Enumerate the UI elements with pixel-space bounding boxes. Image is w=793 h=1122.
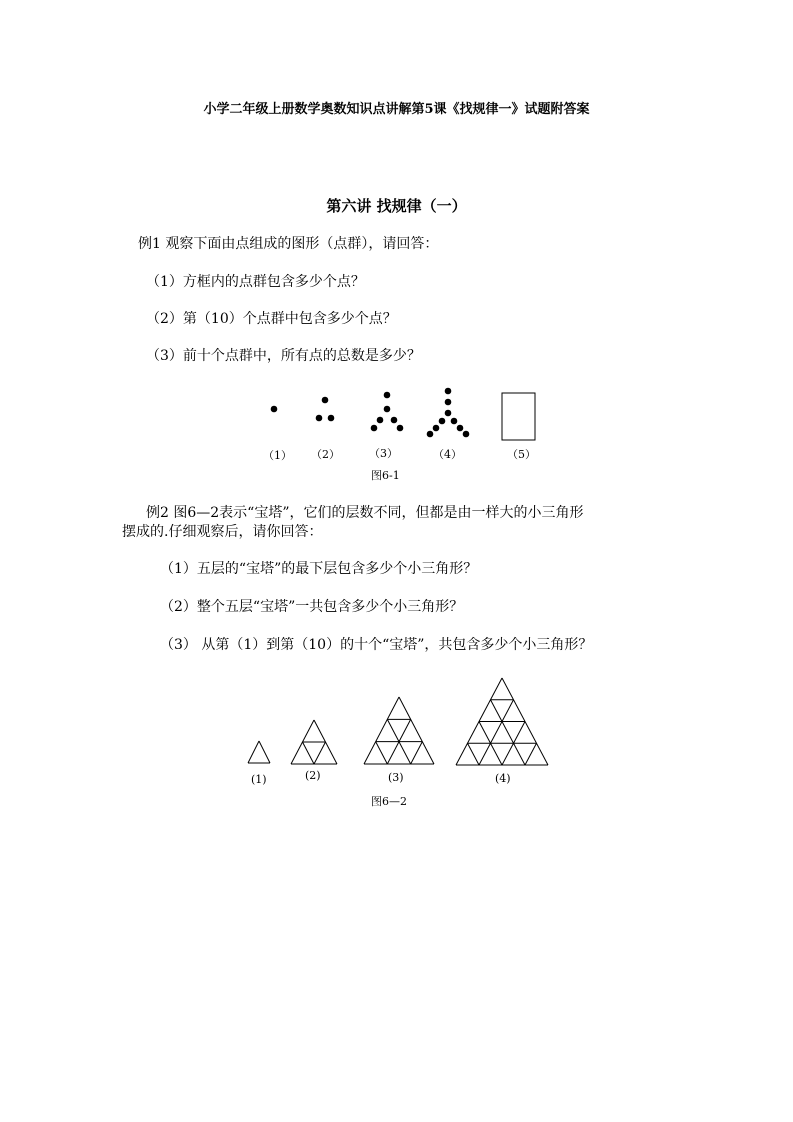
fig2-label-3: (3) [388,771,404,784]
example1-question-2: （2）第（10）个点群中包含多少个点？ [146,311,397,327]
lecture-heading: 第六讲 找规律（一） [326,197,467,215]
document-title: 小学二年级上册数学奥数知识点讲解第5课《找规律一》试题附答案 [203,102,590,117]
pagoda-2 [291,720,337,764]
fig1-label-4: （4） [433,448,462,461]
example2-question-2: （2）整个五层“宝塔”一共包含多少个小三角形？ [160,599,464,615]
example1-intro: 例1 观察下面由点组成的图形（点群），请回答： [138,236,439,252]
pagoda-3 [364,697,434,764]
pagoda-1 [248,741,270,763]
pagoda-4 [456,678,548,765]
example1-question-1: （1）方框内的点群包含多少个点？ [146,274,365,290]
example2-intro-line1: 例2 图6—2表示“宝塔”，它们的层数不同，但都是由一样大的小三角形 [146,505,584,521]
figure-6-2-caption: 图6—2 [371,795,407,808]
fig2-label-2: (2) [305,769,321,782]
fig2-label-4: (4) [495,772,511,785]
figure-6-1-caption: 图6-1 [371,469,400,482]
fig1-label-5: （5） [507,448,536,461]
example2-question-3: （3） 从第（1）到第（10）的十个“宝塔”，共包含多少个小三角形？ [160,637,593,653]
example2-intro-line2: 摆成的.仔细观察后，请你回答： [122,524,323,540]
fig1-label-1: （1） [263,449,292,462]
fig1-label-2: （2） [311,448,340,461]
fig1-label-3: （3） [369,447,398,460]
example1-question-3: （3）前十个点群中，所有点的总数是多少？ [146,348,421,364]
fig2-label-1: (1) [251,773,267,786]
example2-question-1: （1）五层的“宝塔”的最下层包含多少个小三角形？ [160,561,478,577]
